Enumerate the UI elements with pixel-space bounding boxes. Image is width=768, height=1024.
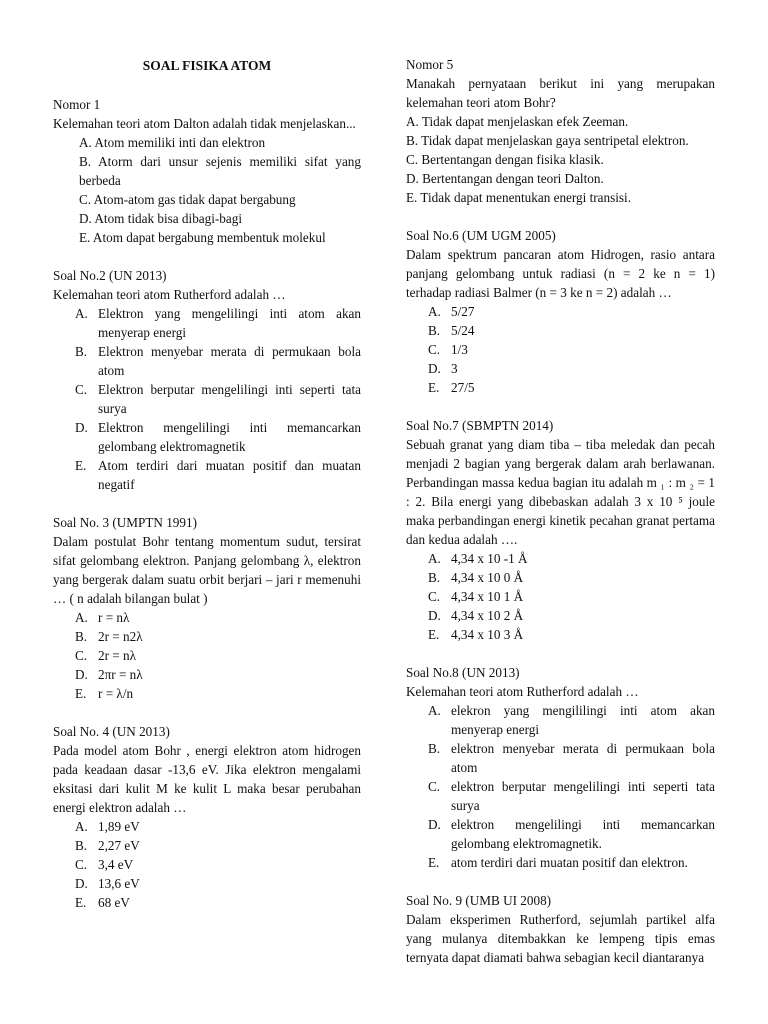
question-heading: Nomor 1 (53, 97, 101, 112)
option-b (53, 836, 361, 855)
option-letter: A. (75, 610, 88, 625)
right-column (406, 55, 715, 986)
question-text: Manakah pernyataan berikut ini yang merupakan kelemahan teori atom Bohr? (406, 76, 715, 110)
option-letter: A. (428, 551, 441, 566)
question-8 (406, 663, 715, 872)
option-letter: A. (75, 819, 88, 834)
option-text: Elektron berputar mengelilingi inti seperti tata surya (98, 382, 361, 416)
option-text: r = λ/n (98, 686, 134, 701)
option-letter: C. (75, 857, 88, 872)
option-text: 2,27 eV (98, 838, 140, 853)
option-text: 1,89 eV (98, 819, 140, 834)
question-2 (53, 266, 361, 494)
option-e (53, 684, 361, 703)
option-text: elektron menyebar merata di permukaan bola atom (451, 741, 715, 775)
option-text: Elektron mengelilingi inti memancarkan gelombang elektromagnetik (98, 420, 361, 454)
option-b: B. Tidak dapat menjelaskan gaya sentripetal elektron. (406, 133, 689, 148)
option-letter: E. (75, 458, 87, 473)
option-c (53, 855, 361, 874)
option-text: elekron yang mengililingi inti atom akan menyerap energi (451, 703, 715, 737)
option-b (406, 739, 715, 777)
option-c (53, 380, 361, 418)
question-heading: Soal No. 3 (UMPTN 1991) (53, 515, 197, 530)
option-text: 68 eV (98, 895, 130, 910)
option-e (53, 456, 361, 494)
question-text: Sebuah granat yang diam tiba – tiba meledak dan pecah menjadi 2 bagian yang bergerak dalam arah berlawanan. Perbandingan massa kedua bagian itu adalah m ₁ : m ₂ = 1 : 2. Bila energi yang dibebaskan adalah 3 x 10 ⁵ joule maka perbandingan energi kinetik pecahan granat pertama dan kedua adalah …. (406, 437, 715, 547)
option-letter: D. (75, 420, 88, 435)
option-letter: D. (428, 361, 441, 376)
option-d (53, 874, 361, 893)
options-list (406, 701, 715, 872)
question-text: Kelemahan teori atom Rutherford adalah … (406, 684, 639, 699)
option-letter: D. (428, 608, 441, 623)
option-d: D. Bertentangan dengan teori Dalton. (406, 171, 604, 186)
option-text: 4,34 x 10 1 Å (451, 589, 524, 604)
options-list (53, 817, 361, 912)
option-e (406, 378, 715, 397)
option-a (53, 608, 361, 627)
option-letter: C. (428, 589, 441, 604)
question-heading: Soal No.6 (UM UGM 2005) (406, 228, 556, 243)
question-5 (406, 55, 715, 207)
option-text: 2r = n2λ (98, 629, 143, 644)
option-letter: C. (75, 382, 88, 397)
options-list (380, 112, 715, 207)
option-letter: E. (428, 855, 440, 870)
option-e (406, 625, 715, 644)
option-text: 3 (451, 361, 458, 376)
option-a (53, 817, 361, 836)
option-text: 1/3 (451, 342, 468, 357)
left-column (53, 55, 361, 931)
option-text: 4,34 x 10 0 Å (451, 570, 524, 585)
option-c (406, 587, 715, 606)
option-text: elektron berputar mengelilingi inti seperti tata surya (451, 779, 715, 813)
question-heading: Soal No. 9 (UMB UI 2008) (406, 893, 552, 908)
option-letter: B. (428, 570, 441, 585)
question-3 (53, 513, 361, 703)
option-e: E. Atom dapat bergabung membentuk molekul (79, 230, 326, 245)
option-letter: E. (428, 627, 440, 642)
option-text: elektron mengelilingi inti memancarkan gelombang elektromagnetik. (451, 817, 715, 851)
question-heading: Soal No. 4 (UN 2013) (53, 724, 170, 739)
question-text: Dalam postulat Bohr tentang momentum sudut, tersirat sifat gelombang elektron. Panjang gelombang λ, elektron yang bergerak dalam suatu orbit berjari – jari r memenuhi … ( n adalah bilangan bulat ) (53, 534, 361, 606)
options-list (406, 302, 715, 397)
page-title: SOAL FISIKA ATOM (142, 58, 272, 73)
option-c: C. Atom-atom gas tidak dapat bergabung (79, 192, 296, 207)
options-list (406, 549, 715, 644)
option-text: 3,4 eV (98, 857, 134, 872)
option-a (406, 701, 715, 739)
option-b (406, 321, 715, 340)
option-text: 5/27 (451, 304, 475, 319)
option-d (53, 665, 361, 684)
question-9 (406, 891, 715, 967)
option-text: 4,34 x 10 -1 Å (451, 551, 528, 566)
option-a (53, 304, 361, 342)
option-letter: D. (428, 817, 441, 832)
question-6 (406, 226, 715, 397)
option-letter: D. (75, 667, 88, 682)
option-d: D. Atom tidak bisa dibagi-bagi (79, 211, 242, 226)
option-text: 2r = nλ (98, 648, 137, 663)
question-text: Pada model atom Bohr , energi elektron atom hidrogen pada keadaan dasar -13,6 eV. Jika elektron mengalami eksitasi dari kulit M ke kulit L maka besar perubahan energi elektron adalah … (53, 743, 361, 815)
question-text: Kelemahan teori atom Dalton adalah tidak menjelaskan... (53, 116, 356, 131)
option-a: A. Tidak dapat menjelaskan efek Zeeman. (406, 114, 629, 129)
option-c (53, 646, 361, 665)
option-a: A. Atom memiliki inti dan elektron (79, 135, 266, 150)
option-text: r = nλ (98, 610, 130, 625)
option-text: 13,6 eV (98, 876, 140, 891)
options-list (53, 304, 361, 494)
option-c (406, 777, 715, 815)
options-list (53, 133, 361, 247)
option-letter: C. (75, 648, 88, 663)
option-d (406, 606, 715, 625)
option-text: Elektron yang mengelilingi inti atom akan menyerap energi (98, 306, 361, 340)
option-text: 4,34 x 10 3 Å (451, 627, 524, 642)
option-e (53, 893, 361, 912)
option-d (53, 418, 361, 456)
option-a (406, 549, 715, 568)
option-letter: C. (428, 779, 441, 794)
question-text: Dalam eksperimen Rutherford, sejumlah partikel alfa yang mulanya ditembakkan ke lempeng tipis emas ternyata dapat diamati bahwa sebagian kecil diantaranya (406, 912, 715, 965)
option-c (406, 340, 715, 359)
option-text: 2πr = nλ (98, 667, 143, 682)
option-letter: D. (75, 876, 88, 891)
option-text: atom terdiri dari muatan positif dan elektron. (451, 855, 688, 870)
option-letter: B. (428, 741, 441, 756)
option-letter: B. (428, 323, 441, 338)
option-letter: B. (75, 344, 88, 359)
question-heading: Nomor 5 (406, 57, 454, 72)
question-text: Kelemahan teori atom Rutherford adalah … (53, 287, 286, 302)
option-letter: C. (428, 342, 441, 357)
option-text: 4,34 x 10 2 Å (451, 608, 524, 623)
option-text: Atom terdiri dari muatan positif dan muatan negatif (98, 458, 361, 492)
question-1 (53, 95, 361, 247)
option-letter: A. (428, 703, 441, 718)
option-letter: E. (75, 686, 87, 701)
option-letter: E. (75, 895, 87, 910)
option-e (406, 853, 715, 872)
option-b (53, 627, 361, 646)
option-d (406, 359, 715, 378)
question-heading: Soal No.2 (UN 2013) (53, 268, 167, 283)
option-e: E. Tidak dapat menentukan energi transisi. (406, 190, 632, 205)
question-heading: Soal No.8 (UN 2013) (406, 665, 520, 680)
option-a (406, 302, 715, 321)
question-4 (53, 722, 361, 912)
question-text: Dalam spektrum pancaran atom Hidrogen, rasio antara panjang gelombang untuk radiasi (n = 2 ke n = 1) terhadap radiasi Balmer (n = 3 ke n = 2) adalah … (406, 247, 715, 300)
option-b: B. Atorm dari unsur sejenis memiliki sifat yang berbeda (79, 154, 361, 188)
option-text: 27/5 (451, 380, 475, 395)
question-heading: Soal No.7 (SBMPTN 2014) (406, 418, 554, 433)
option-letter: A. (75, 306, 88, 321)
option-letter: B. (75, 838, 88, 853)
option-text: 5/24 (451, 323, 475, 338)
question-7 (406, 416, 715, 644)
option-d (406, 815, 715, 853)
option-b (53, 342, 361, 380)
option-b (406, 568, 715, 587)
option-letter: B. (75, 629, 88, 644)
option-c: C. Bertentangan dengan fisika klasik. (406, 152, 604, 167)
options-list (53, 608, 361, 703)
option-letter: A. (428, 304, 441, 319)
option-text: Elektron menyebar merata di permukaan bola atom (98, 344, 361, 378)
option-letter: E. (428, 380, 440, 395)
